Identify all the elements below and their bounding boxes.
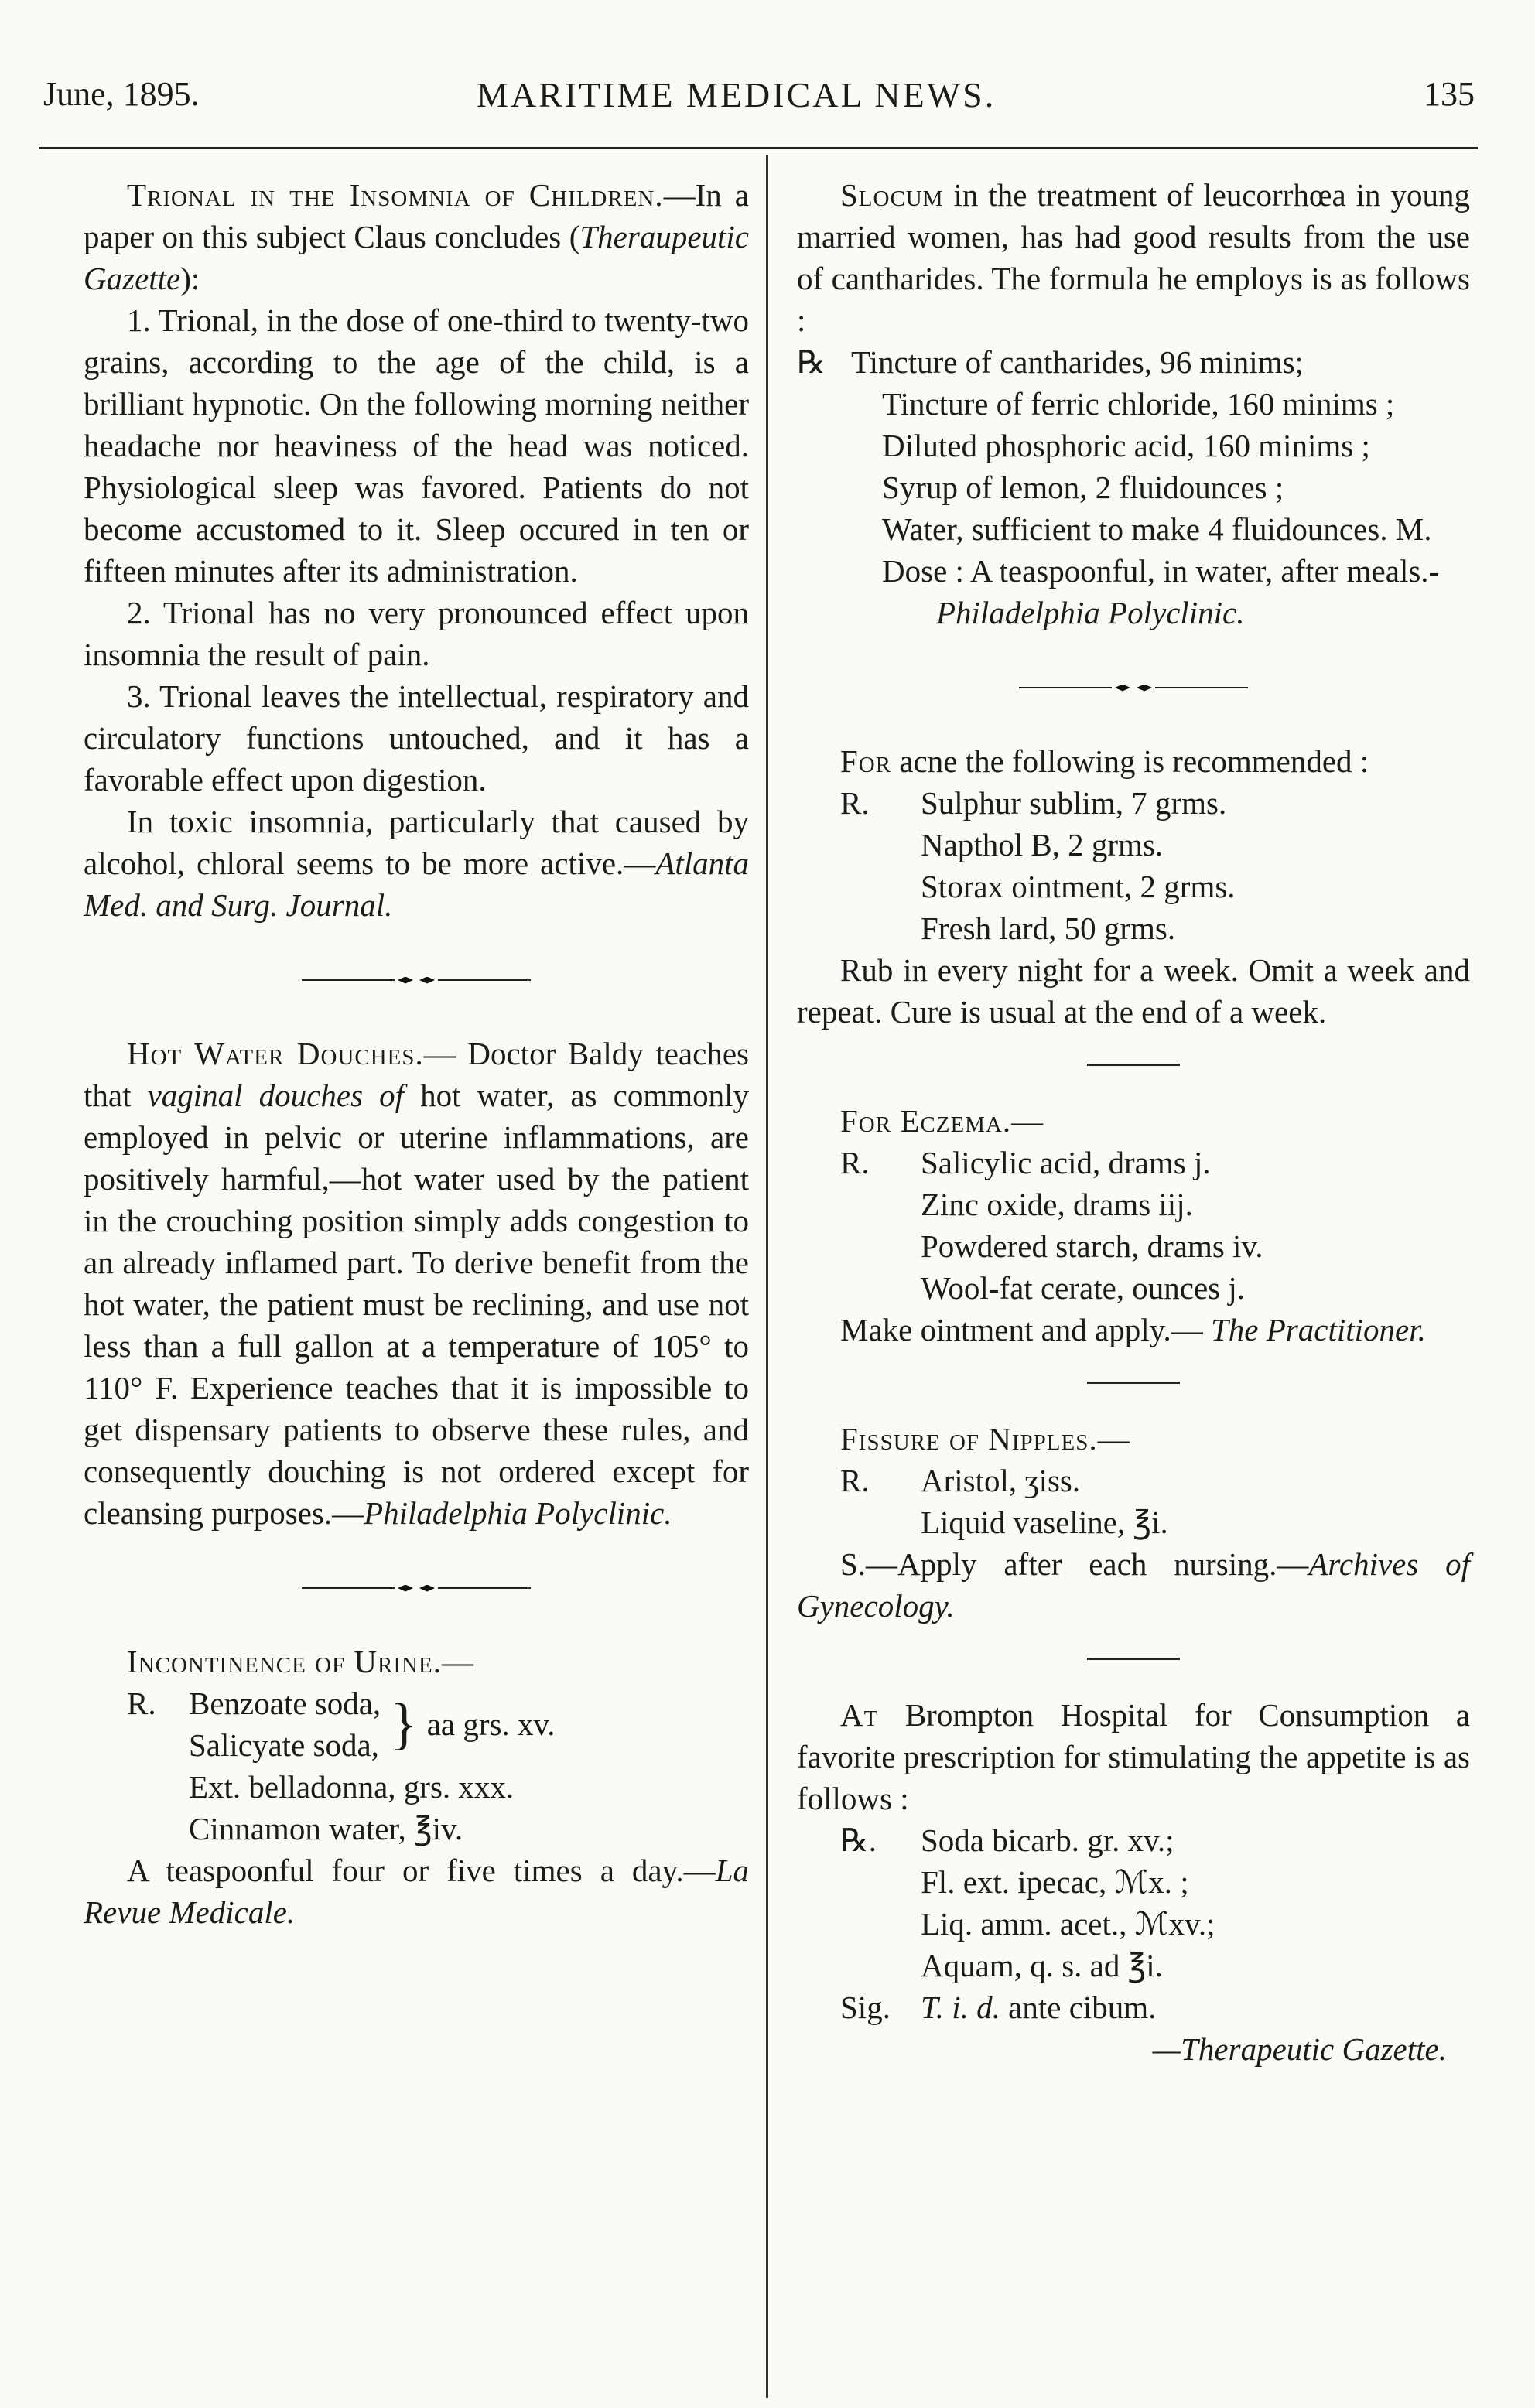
article-heading: Trional in the Insomnia of Children. <box>127 177 664 213</box>
rx-symbol: R. <box>840 1463 870 1498</box>
rx-line: Water, sufficient to make 4 fluidounces. M. <box>882 511 1432 547</box>
signa <box>797 1986 1470 2028</box>
brace-group <box>189 1682 556 1766</box>
ingredient: Wool-fat cerate, ounces j. <box>921 1270 1246 1306</box>
ingredient: Salicyate soda, <box>189 1727 379 1763</box>
rx-lines <box>851 341 1470 634</box>
trional-conclusion <box>84 801 749 926</box>
prescription <box>797 782 1470 949</box>
rx-line: Diluted phosphoric acid, 160 minims ; <box>882 428 1370 463</box>
ingredient: Fl. ext. ipecac, ℳx. ; <box>921 1864 1189 1900</box>
sig-label: Sig. <box>840 1990 891 2025</box>
directions-text: S.—Apply after each nursing.— <box>840 1546 1309 1582</box>
rx-line: Tincture of ferric chloride, 160 minims ; <box>882 386 1395 422</box>
ingredient: Liq. amm. acet., ℳxv.; <box>921 1906 1215 1942</box>
article-source: Philadelphia Polyclinic. <box>936 595 1245 630</box>
ingredient: Zinc oxide, drams iij. <box>921 1187 1193 1222</box>
douches-text <box>84 1033 749 1534</box>
ingredient: Aquam, q. s. ad ℥i. <box>921 1948 1163 1983</box>
body-text: Brompton Hospital for Consumption a favorite prescription for stimulating the appetite is as follows : <box>797 1697 1470 1816</box>
ingredient: Cinnamon water, ℥iv. <box>189 1811 463 1846</box>
short-divider <box>1087 1064 1180 1066</box>
conclusion-text: In toxic insomnia, particularly that caused by alcohol, chloral seems to be more active.— <box>84 804 749 881</box>
rx-line: Tincture of cantharides, 96 minims; <box>851 344 1304 380</box>
short-divider <box>1087 1382 1180 1384</box>
article-source: La Revue Medicale. <box>84 1853 749 1930</box>
issue-date: June, 1895. <box>43 75 200 113</box>
sig-italic: T. i. d. <box>921 1990 1000 2025</box>
article-source: Philadelphia Polyclinic. <box>364 1495 672 1531</box>
trional-intro <box>84 174 749 299</box>
sig-text <box>921 1986 1156 2028</box>
body-text: in the treatment of leucorrhœa in young married women, has had good results from the use of cantharides. The formula he employs is as follows : <box>797 177 1470 338</box>
prescription <box>797 1819 1470 1986</box>
body-text: — Doctor Baldy teaches that <box>84 1036 749 1113</box>
article-slocum <box>797 174 1470 634</box>
directions-text: A teaspoonful four or five times a day.— <box>127 1853 716 1888</box>
body-text: hot water, as commonly employed in pelvic or uterine inflammations, are positively harmful,—hot water used by the patient in the crouching position simply adds congestion to an already inflamed part. To derive benefit from the hot water, the patient must be reclining, and use not less than a full gallon at a temperature of 105° to 110° F. Experience teaches that it is impossible to get dispensary patients to observe these rules, and consequently douching is not ordered except for cleansing purposes.— <box>84 1078 750 1531</box>
article-acne <box>797 740 1470 1033</box>
intro-end: ): <box>180 261 200 296</box>
article-heading: Hot Water Douches. <box>127 1036 424 1071</box>
article-lead: For <box>840 743 892 779</box>
ingredient: Soda bicarb. gr. xv.; <box>921 1822 1174 1858</box>
article-fissure <box>797 1418 1470 1627</box>
directions <box>84 1850 749 1933</box>
brace-items <box>189 1682 381 1766</box>
rx-ingredients <box>173 1682 556 1850</box>
short-divider <box>1087 1658 1180 1660</box>
article-lead: At <box>840 1697 879 1733</box>
ingredient: Fresh lard, 50 grms. <box>921 910 1176 946</box>
prescription <box>797 1460 1470 1543</box>
article-incontinence <box>84 1641 749 1933</box>
directions-text: Make ointment and apply.— <box>840 1312 1211 1347</box>
dose-text: Dose : A teaspoonful, in water, after meals.- <box>882 553 1440 589</box>
ingredient: Salicylic acid, drams j. <box>921 1145 1211 1180</box>
article-heading: Fissure of Nipples.— <box>840 1421 1130 1457</box>
running-header <box>43 74 1475 128</box>
page-number: 135 <box>1424 75 1475 113</box>
prescription <box>84 1682 749 1850</box>
article-trional <box>84 174 749 926</box>
rx-symbol: ℞. <box>840 1822 877 1858</box>
ornament-divider <box>84 958 749 1002</box>
ornament-divider <box>84 1566 749 1610</box>
rx-symbol: R. <box>127 1686 156 1721</box>
column-divider <box>766 155 768 2398</box>
ingredient: Napthol B, 2 grms. <box>921 827 1164 862</box>
article-heading: For Eczema.— <box>840 1103 1044 1139</box>
trional-point-2: 2. Trional has no very pronounced effect upon insomnia the result of pain. <box>84 595 749 672</box>
ingredient: Aristol, ʒiss. <box>921 1463 1081 1498</box>
slocum-intro <box>797 174 1470 341</box>
acne-intro <box>797 740 1470 782</box>
ingredient: Storax ointment, 2 grms. <box>921 869 1236 904</box>
journal-title: MARITIME MEDICAL NEWS. <box>477 75 997 114</box>
ingredient: Sulphur sublim, 7 grms. <box>921 785 1227 821</box>
header-rule <box>39 147 1478 149</box>
directions <box>797 1543 1470 1627</box>
prescription <box>797 341 1470 634</box>
left-column <box>84 174 749 1933</box>
rx-ingredients <box>921 782 1236 949</box>
ingredient: Benzoate soda, <box>189 1686 381 1721</box>
right-column <box>797 174 1470 2070</box>
article-brompton <box>797 1694 1470 2070</box>
sig-rest: ante cibum. <box>1000 1990 1157 2025</box>
ingredient: Liquid vaseline, ℥i. <box>921 1505 1168 1540</box>
ingredient: Powdered starch, drams iv. <box>921 1228 1263 1264</box>
article-source: Atlanta Med. and Surg. Journal. <box>84 845 749 923</box>
prescription <box>797 1142 1470 1309</box>
article-source: The Practitioner. <box>1211 1312 1426 1347</box>
body-text: acne the following is recommended : <box>891 743 1369 779</box>
rx-line: Syrup of lemon, 2 fluidounces ; <box>882 470 1284 505</box>
article-source: —Therapeutic Gazette. <box>1152 2031 1447 2067</box>
article-heading: Incontinence of Urine.— <box>127 1644 474 1679</box>
rx-line <box>851 550 1470 634</box>
rx-symbol: R. <box>840 785 870 821</box>
ingredient: Ext. belladonna, grs. xxx. <box>189 1769 515 1805</box>
ornament-divider <box>797 666 1470 709</box>
article-douches <box>84 1033 749 1534</box>
directions: Rub in every night for a week. Omit a week and repeat. Cure is usual at the end of a week. <box>797 952 1470 1030</box>
article-lead: Slocum <box>840 177 944 213</box>
intro-source: Theraupeutic Gazette <box>84 219 749 296</box>
intro-text: —In a paper on this subject Claus concludes ( <box>84 177 750 254</box>
article-eczema <box>797 1100 1470 1351</box>
rx-ingredients <box>921 1819 1215 1986</box>
article-source: Archives of Gynecology. <box>797 1546 1470 1624</box>
rx-ingredients <box>921 1142 1263 1309</box>
directions <box>797 1309 1470 1351</box>
rx-ingredients <box>921 1460 1168 1543</box>
italic-phrase: vaginal douches of <box>147 1078 405 1113</box>
brace-quantity: aa grs. xv. <box>426 1706 556 1742</box>
trional-point-1: 1. Trional, in the dose of one-third to twenty-two grains, according to the age of the child, is a brilliant hypnotic. On the following morning neither headache nor heaviness of the head was noticed. Physiological sleep was favored. Patients do not become accustomed to it. Sleep occured in ten or fifteen minutes after its administration. <box>84 302 749 589</box>
rx-symbol: R. <box>840 1145 870 1180</box>
trional-point-3: 3. Trional leaves the intellectual, respiratory and circulatory functions untouched, and it has a favorable effect upon digestion. <box>84 678 749 798</box>
rx-symbol: ℞ <box>797 344 826 380</box>
brompton-intro <box>797 1694 1470 1819</box>
brace-symbol: } <box>390 1692 418 1756</box>
